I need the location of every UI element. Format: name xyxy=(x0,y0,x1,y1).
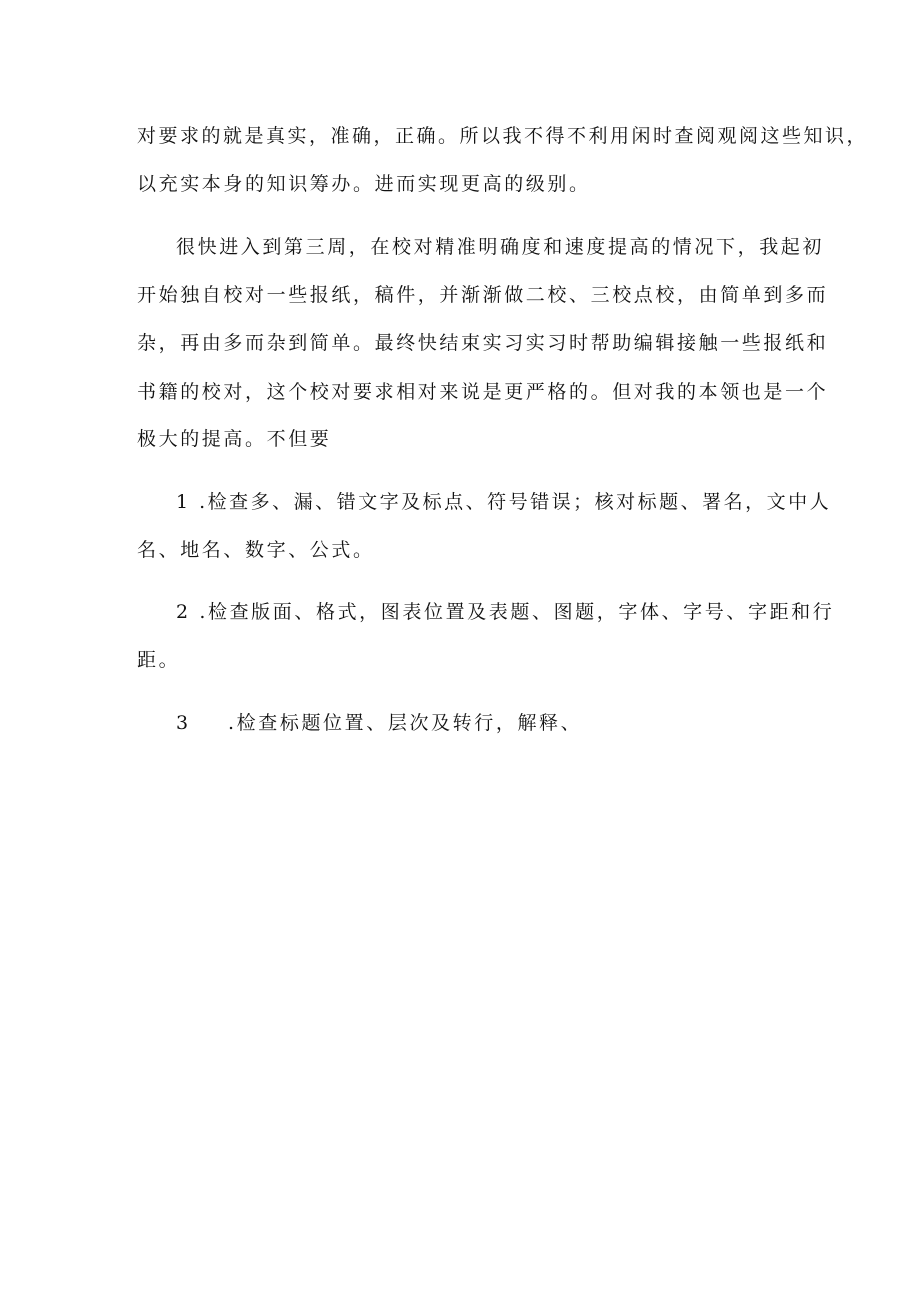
list-item-1-line-2: 名、地名、数字、公式。 xyxy=(137,539,375,561)
list-item-3-number: 3 xyxy=(176,712,191,734)
paragraph-1-line-2: 以充实本身的知识筹办。进而实现更高的级别。 xyxy=(137,173,591,195)
list-item-3 xyxy=(176,711,836,735)
paragraph-2-line-2: 开始独自校对一些报纸，稿件，并渐渐做二校、三校点校，由简单到多而 xyxy=(137,284,829,306)
paragraph-2-line-3: 杂，再由多而杂到简单。最终快结束实习实习时帮助编辑接触一些报纸和 xyxy=(137,332,829,354)
paragraph-2-line-1: 很快进入到第三周，在校对精准明确度和速度提高的情况下，我起初 xyxy=(176,236,825,258)
paragraph-1-line-1: 对要求的就是真实，准确，正确。所以我不得不利用闲时查阅观阅这些知识， xyxy=(137,125,869,147)
paragraph-2-line-4: 书籍的校对，这个校对要求相对来说是更严格的。但对我的本领也是一个 xyxy=(137,381,829,403)
list-item-3-text: .检查标题位置、层次及转行，解释、 xyxy=(228,712,583,734)
list-item-2-line-2: 距。 xyxy=(137,649,181,671)
list-item-2-line-1: 2 .检查版面、格式，图表位置及表题、图题，字体、字号、字距和行 xyxy=(176,601,835,623)
list-item-1-line-1: 1 .检查多、漏、错文字及标点、符号错误；核对标题、署名，文中人 xyxy=(176,491,832,513)
paragraph-2-line-5: 极大的提高。不但要 xyxy=(137,428,332,450)
